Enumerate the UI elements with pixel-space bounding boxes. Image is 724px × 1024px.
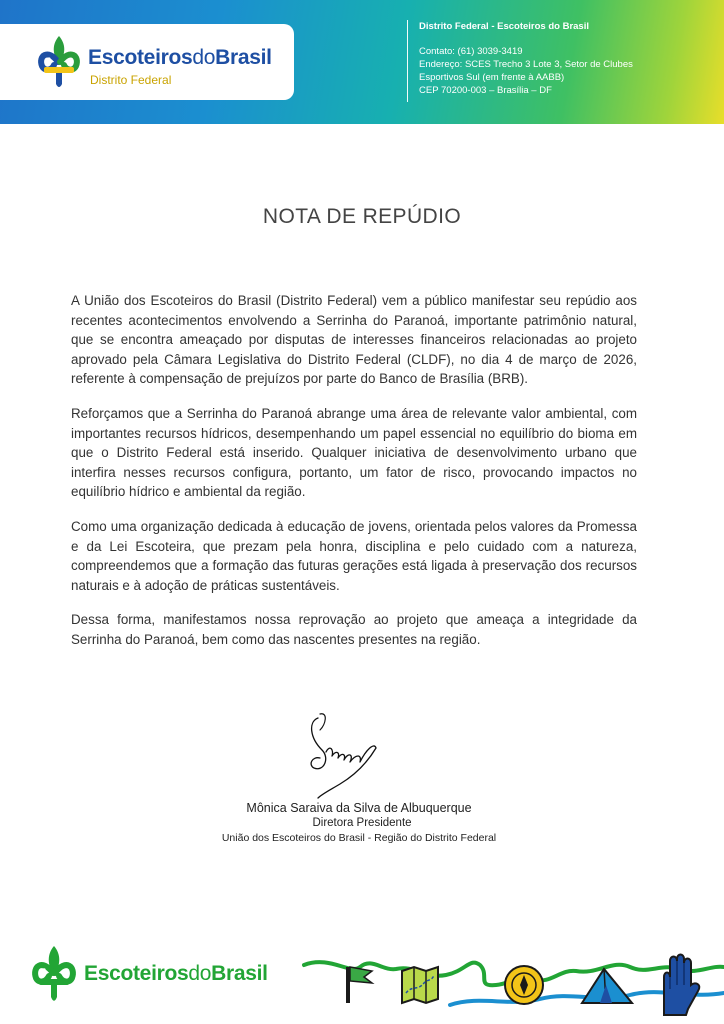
header-address-line: Esportivos Sul (em frente à AABB) xyxy=(419,72,565,83)
map-icon xyxy=(402,967,438,1003)
header-logo xyxy=(0,24,294,100)
signatory-role: Diretora Presidente xyxy=(312,817,412,829)
header-address-line: Endereço: SCES Trecho 3 Lote 3, Setor de Clubes xyxy=(419,59,633,70)
body-paragraph: Reforçamos que a Serrinha do Paranoá abrange uma área de relevante valor ambiental, com importantes recursos hídricos, desempenhando um papel essencial no equilíbrio do bioma em que o Distrito Federal está inserido. Qualquer iniciativa de desenvolvimento urbano que interfira nesses recursos configura, portanto, um fator de risco, provocando impactos no equilíbrio hídrico e ambiental da região. xyxy=(71,405,637,500)
header-postal-line: CEP 70200-003 – Brasília – DF xyxy=(419,85,552,96)
body-paragraph: Como uma organização dedicada à educação de jovens, orientada pelos valores da Promessa e da Lei Escoteira, que prezam pela honra, disciplina e pelo cuidado com a natureza, compreendemos que a formação das futuras gerações está ligada à preservação dos recursos naturais e à adoção de práticas sustentáveis. xyxy=(71,518,637,593)
signatory-organization: União dos Escoteiros do Brasil - Região do Distrito Federal xyxy=(221,832,497,844)
header-contact-line: Contato: (61) 3039-3419 xyxy=(419,46,523,57)
fleur-de-lis-icon xyxy=(36,34,82,90)
scout-salute-hand-icon xyxy=(664,955,699,1016)
handwritten-signature xyxy=(300,708,400,800)
footer-fleur-de-lis-icon xyxy=(30,944,78,1004)
compass-icon xyxy=(505,966,543,1004)
document-body xyxy=(71,291,637,665)
footer-logo-wordmark: EscoteirosdoBrasil xyxy=(84,962,268,985)
header-contact-block xyxy=(407,20,719,102)
signatory-name: Mônica Saraiva da Silva de Albuquerque xyxy=(246,801,472,815)
flag-icon xyxy=(346,967,372,1003)
body-paragraph: Dessa forma, manifestamos nossa reprovação ao projeto que ameaça a integridade da Serrinha do Paranoá, bem como das nascentes presentes na região. xyxy=(71,612,637,647)
tent-icon xyxy=(582,969,632,1003)
body-paragraph: A União dos Escoteiros do Brasil (Distrito Federal) vem a público manifestar seu repúdio aos recentes acontecimentos envolvendo a Serrinha do Paranoá, importante patrimônio natural, que se encontra ameaçado por disputas de interesses financeiros relacionadas ao projeto aprovado pela Câmara Legislativa do Distrito Federal (CLDF), no dia 4 de março de 2026, referente à compensação de prejuízos por parte do Banco de Brasília (BRB). xyxy=(71,293,637,387)
header-logo-subtitle: Distrito Federal xyxy=(90,73,172,87)
header-org-name: Distrito Federal - Escoteiros do Brasil xyxy=(419,21,589,32)
header-logo-wordmark: EscoteirosdoBrasil xyxy=(88,46,272,69)
footer-illustration xyxy=(300,945,724,1024)
header-banner xyxy=(0,0,724,124)
document-title: NOTA DE REPÚDIO xyxy=(262,205,462,228)
